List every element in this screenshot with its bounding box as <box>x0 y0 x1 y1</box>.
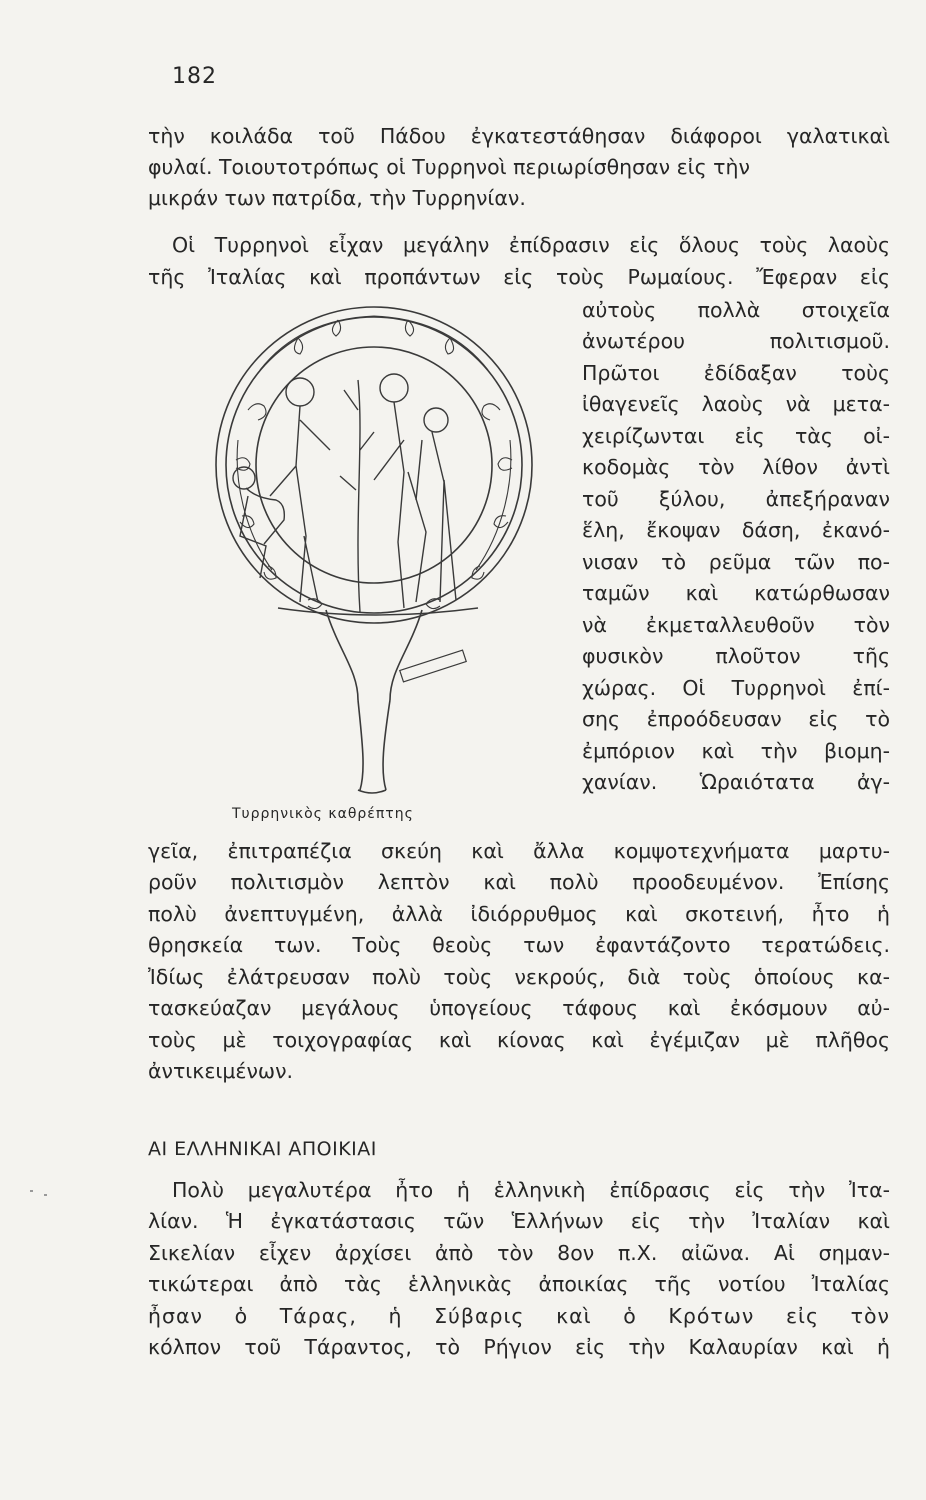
etruscan-mirror-icon <box>208 290 540 795</box>
text-line: κόλπον τοῦ Τάραντος, τὸ Ρήγιον εἰς τὴν Καλαυρίαν καὶ ἡ <box>148 1335 890 1359</box>
text-line: ἰθαγενεῖς λαοὺς νὰ μετα- <box>582 392 890 416</box>
text-line: ἕλη, ἔκοψαν δάση, ἐκανό- <box>582 518 890 542</box>
text-line: ταμῶν καὶ κατώρθωσαν <box>582 581 890 605</box>
text-line: τασκεύαζαν μεγάλους ὑπογείους τάφους καὶ ἐκόσμουν αὐ- <box>148 996 890 1020</box>
text-line: τὴν κοιλάδα τοῦ Πάδου ἐγκατεστάθησαν διάφοροι γαλατικαὶ <box>148 124 890 148</box>
text-line: Οἱ Τυρρηνοὶ εἶχαν μεγάλην ἐπίδρασιν εἰς ὅλους τοὺς λαοὺς <box>172 233 890 257</box>
text-line: τικώτεραι ἀπὸ τὰς ἑλληνικὰς ἀποικίας τῆς νοτίου Ἰταλίας <box>148 1272 890 1296</box>
text-line: ἀντικειμένων. <box>148 1059 294 1083</box>
text-line: φυλαί. Τοιουτοτρόπως οἱ Τυρρηνοὶ περιωρίσθησαν εἰς τὴν <box>148 155 750 179</box>
text-line: χειρίζωνται εἰς τὰς οἰ- <box>582 424 890 448</box>
text-line: νισαν τὸ ρεῦμα τῶν πο- <box>582 550 890 574</box>
text-line: Ἰδίως ἐλάτρευσαν πολὺ τοὺς νεκρούς, διὰ τοὺς ὁποίους κα- <box>148 965 890 989</box>
text-line: τοὺς μὲ τοιχογραφίας καὶ κίονας καὶ ἐγέμιζαν μὲ πλῆθος <box>148 1028 890 1052</box>
text-line: λίαν. Ἡ ἐγκατάστασις τῶν Ἑλλήνων εἰς τὴν Ἰταλίαν καὶ <box>148 1209 890 1233</box>
text-line: χώρας. Οἱ Τυρρηνοὶ ἐπί- <box>582 676 890 700</box>
text-line: Πρῶτοι ἐδίδαξαν τοὺς <box>582 361 890 385</box>
page-number: 182 <box>172 64 217 89</box>
text-line: Πολὺ μεγαλυτέρα ἦτο ἡ ἑλληνικὴ ἐπίδρασις εἰς τὴν Ἰτα- <box>172 1178 890 1202</box>
text-line: φυσικὸν πλοῦτον τῆς <box>582 644 890 668</box>
text-line: κοδομὰς τὸν λίθον ἀντὶ <box>582 455 890 479</box>
text-line: μικράν των πατρίδα, τὴν Τυρρηνίαν. <box>148 186 526 210</box>
text-line: γεῖα, ἐπιτραπέζια σκεύη καὶ ἄλλα κομψοτεχνήματα μαρτυ- <box>148 839 890 863</box>
text-line: θρησκεία των. Τοὺς θεοὺς των ἐφαντάζοντο τερατώδεις. <box>148 933 890 957</box>
text-line: αὐτοὺς πολλὰ στοιχεῖα <box>582 298 890 322</box>
section-heading: ΑΙ ΕΛΛΗΝΙΚΑΙ ΑΠΟΙΚΙΑΙ <box>148 1138 377 1160</box>
speck <box>30 1190 33 1192</box>
speck <box>44 1194 47 1196</box>
etruscan-mirror-figure <box>208 290 540 795</box>
text-line: ἀνωτέρου πολιτισμοῦ. <box>582 329 890 353</box>
text-line: ἐμπόριον καὶ τὴν βιομη- <box>582 739 890 763</box>
text-line: νὰ ἐκμεταλλευθοῦν τὸν <box>582 613 890 637</box>
text-line: χανίαν. Ὡραιότατα ἀγ- <box>582 770 890 794</box>
figure-caption: Τυρρηνικὸς καθρέπτης <box>232 806 414 822</box>
text-line: τῆς Ἰταλίας καὶ προπάντων εἰς τοὺς Ρωμαίους. Ἔφεραν εἰς <box>148 265 890 289</box>
text-line: Σικελίαν εἶχεν ἀρχίσει ἀπὸ τὸν 8ον π.Χ. αἰῶνα. Αἱ σημαν- <box>148 1241 890 1265</box>
text-line: πολὺ ἀνεπτυγμένη, ἀλλὰ ἰδιόρρυθμος καὶ σκοτεινή, ἦτο ἡ <box>148 902 890 926</box>
text-line: σης ἐπροόδευσαν εἰς τὸ <box>582 707 890 731</box>
text-line: τοῦ ξύλου, ἀπεξήραναν <box>582 487 890 511</box>
text-line: ἦσαν ὁ Τάρας, ἡ Σύβαρις καὶ ὁ Κρότων εἰς τὸν <box>148 1304 890 1328</box>
text-line: ροῦν πολιτισμὸν λεπτὸν καὶ πολὺ προοδευμένον. Ἐπίσης <box>148 870 890 894</box>
